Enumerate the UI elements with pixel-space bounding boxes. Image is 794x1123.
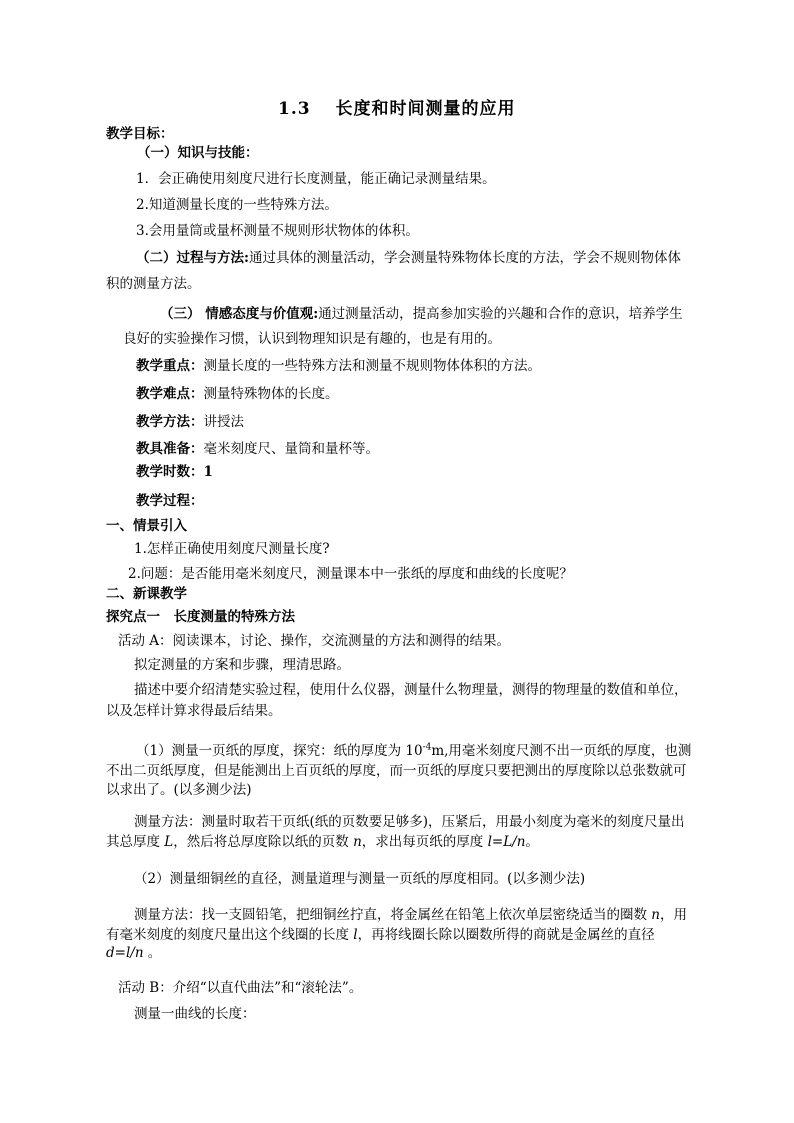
hours-line <box>136 463 213 481</box>
emotion-goal-text: 通过测量活动，提高参加实验的兴趣和合作的意识，培养学生 <box>318 306 683 322</box>
paper-method-line <box>106 833 539 851</box>
process-goal-line <box>136 249 681 267</box>
wire-text: 有毫米刻度的刻度尺量出这个线圈的长度 <box>106 927 354 943</box>
paper-method-line: 测量方法：测量时取若干页纸(纸的页数要足够多)，压紧后，用最小刻度为毫米的刻度尺量出 <box>134 814 685 830</box>
wire-text: ，用 <box>660 907 687 923</box>
process-goal-text: 通过具体的测量活动，学会测量特殊物体长度的方法，学会不规则物体体 <box>248 250 681 266</box>
paper-text: ，求出每页纸的厚度 <box>361 834 488 850</box>
paper-thickness-line <box>136 742 691 760</box>
paper-thickness-line: 以求出了。(以多测少法) <box>106 782 252 798</box>
process-goal-text-cont: 积的测量方法。 <box>106 276 201 292</box>
paper-text: 其总厚度 <box>106 834 165 850</box>
question-1: 1.怎样正确使用刻度尺测量长度? <box>134 541 330 557</box>
key-point-text: 测量长度的一些特殊方法和测量不规则物体体积的方法。 <box>203 358 541 374</box>
emotion-goal-line <box>160 305 683 323</box>
activity-a: 活动 A：阅读课本，讨论、操作，交流测量的方法和测得的结果。 <box>118 633 511 649</box>
variable-L: L <box>164 834 174 850</box>
wire-text: 测量方法：找一支圆铅笔，把细铜丝拧直，将金属丝在铅笔上依次单层密绕适当的圈数 <box>134 907 652 923</box>
describe-text: 描述中要介绍清楚实验过程，使用什么仪器，测量什么物理量，测得的物理量的数值和单位， <box>134 682 688 698</box>
teaching-method-label: 教学方法： <box>136 414 204 430</box>
knowledge-heading: （一）知识与技能： <box>137 145 259 161</box>
process-goal-heading: （二）过程与方法: <box>136 250 249 266</box>
knowledge-item: 2.知道测量长度的一些特殊方法。 <box>136 197 338 213</box>
key-point-label: 教学重点： <box>136 358 204 374</box>
objectives-heading: 教学目标： <box>106 126 174 142</box>
formula: d=l/n <box>106 945 144 961</box>
difficulty-line <box>136 385 339 403</box>
question-2: 2.问题：是否能用毫米刻度尺，测量课本中一张纸的厚度和曲线的长度呢？ <box>128 566 573 582</box>
activity-b: 活动 B：介绍“以直代曲法”和“滚轮法”。 <box>118 980 363 996</box>
wire-diameter-line: （2）测量细铜丝的直径，测量道理与测量一页纸的厚度相同。(以多测少法) <box>134 871 586 887</box>
equipment-label: 教具准备： <box>136 441 204 457</box>
teaching-method-text: 讲授法 <box>203 414 244 430</box>
hours-label: 教学时数： <box>136 464 204 480</box>
wire-method-line <box>106 926 655 944</box>
variable-n: n <box>651 907 660 923</box>
hours-value: 1 <box>203 464 213 480</box>
wire-text: 。 <box>143 945 162 961</box>
paper-text: 。 <box>525 834 539 850</box>
knowledge-item: 3.会用量筒或量杯测量不规则形状物体的体积。 <box>136 223 419 239</box>
equipment-line <box>136 440 379 458</box>
exponent: -4 <box>422 742 432 753</box>
knowledge-item: 1．会正确使用刻度尺进行长度测量，能正确记录测量结果。 <box>136 171 496 187</box>
emotion-goal-heading: （三） 情感态度与价值观: <box>160 306 319 322</box>
page-title: 1.3 长度和时间测量的应用 <box>278 99 516 119</box>
teaching-process-heading: 教学过程： <box>136 493 204 509</box>
wire-method-line <box>106 944 161 962</box>
emotion-goal-text-cont: 良好的实验操作习惯，认识到物理知识是有趣的，也是有用的。 <box>123 331 501 347</box>
paper-text: m,用毫米刻度尺测不出一页纸的厚度，也测 <box>431 743 692 759</box>
difficulty-label: 教学难点： <box>136 386 204 402</box>
variable-l: l <box>353 927 358 943</box>
curve-length-text: 测量一曲线的长度： <box>134 1006 256 1022</box>
equipment-text: 毫米刻度尺、量筒和量杯等。 <box>203 441 379 457</box>
wire-text: ，再将线圈长除以圈数所得的商就是金属丝的直径 <box>357 927 655 943</box>
paper-thickness-line: 不出二页纸厚度，但是能测出上百页纸的厚度，而一页纸的厚度只要把测出的厚度除以总张数就可 <box>106 763 687 779</box>
paper-text: ，然后将总厚度除以纸的页数 <box>173 834 354 850</box>
teaching-method-line <box>136 413 244 431</box>
inquiry-point-heading: 探究点一 长度测量的特殊方法 <box>106 609 295 625</box>
section-heading: 二、新课教学 <box>106 586 187 602</box>
describe-text-cont: 以及怎样计算求得最后结果。 <box>106 703 282 719</box>
section-heading: 一、情景引入 <box>106 518 187 534</box>
paper-text: （1）测量一页纸的厚度，探究：纸的厚度为 10 <box>136 743 423 759</box>
plan-text: 拟定测量的方案和步骤，理清思路。 <box>134 657 350 673</box>
key-point-line <box>136 357 541 375</box>
variable-n: n <box>353 834 362 850</box>
formula: l=L/n <box>487 834 526 850</box>
wire-method-line <box>134 906 687 924</box>
difficulty-text: 测量特殊物体的长度。 <box>203 386 339 402</box>
